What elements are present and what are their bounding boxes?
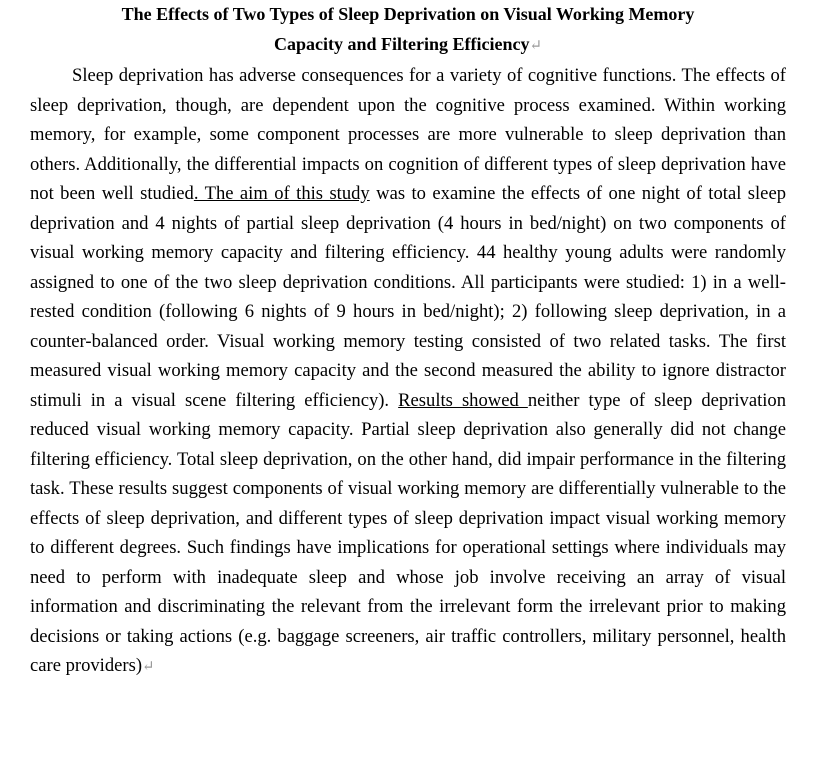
document-page <box>30 0 786 683</box>
title-line-1: The Effects of Two Types of Sleep Deprivation on Visual Working Memory <box>121 4 695 24</box>
abstract-text-2: was to examine the effects of one night of total sleep deprivation and 4 nights of partial sleep deprivation (4 hours in bed/night) on two components of visual working memory capacity and filtering efficiency. 44 healthy young adults were randomly assigned to one of the two sleep deprivation conditions. All participants were studied: 1) in a well-rested condition (following 6 nights of 9 hours in bed/night); 2) following sleep deprivation, in a counter-balanced order. Visual working memory testing consisted of two related tasks. The first measured visual working memory capacity and the second measured the ability to ignore distractor stimuli in a visual scene filtering efficiency). <box>30 183 786 411</box>
abstract-text-1: Sleep deprivation has adverse consequences for a variety of cognitive functions. The effects of sleep deprivation, though, are dependent upon the cognitive process examined. Within working memory, for example, some component processes are more vulnerable to sleep deprivation than others. Additionally, the differential impacts on cognition of different types of sleep deprivation have not been well studied <box>30 65 786 204</box>
underlined-phrase-results: Results showed <box>398 389 528 411</box>
title-line-2: Capacity and Filtering Efficiency <box>273 33 530 54</box>
paragraph-mark-icon: ↵ <box>529 37 543 54</box>
document-title <box>30 0 786 61</box>
abstract-paragraph <box>30 61 786 683</box>
underlined-phrase-aim: . The aim of this study <box>193 183 370 204</box>
paragraph-mark-icon-end: ↵ <box>142 659 155 675</box>
abstract-text-3: neither type of sleep deprivation reduced visual working memory capacity. Partial sleep deprivation also generally did not change filtering efficiency. Total sleep deprivation, on the other hand, did impair performance in the filtering task. These results suggest components of visual working memory are differentially vulnerable to the effects of sleep deprivation, and different types of sleep deprivation impact visual working memory to different degrees. Such findings have implications for operational settings where individuals may need to perform with inadequate sleep and whose job involve receiving an array of visual information and discriminating the relevant from the irrelevant form the irrelevant prior to making decisions or taking actions (e.g. baggage screeners, air traffic controllers, military personnel, health care providers) <box>30 389 787 676</box>
